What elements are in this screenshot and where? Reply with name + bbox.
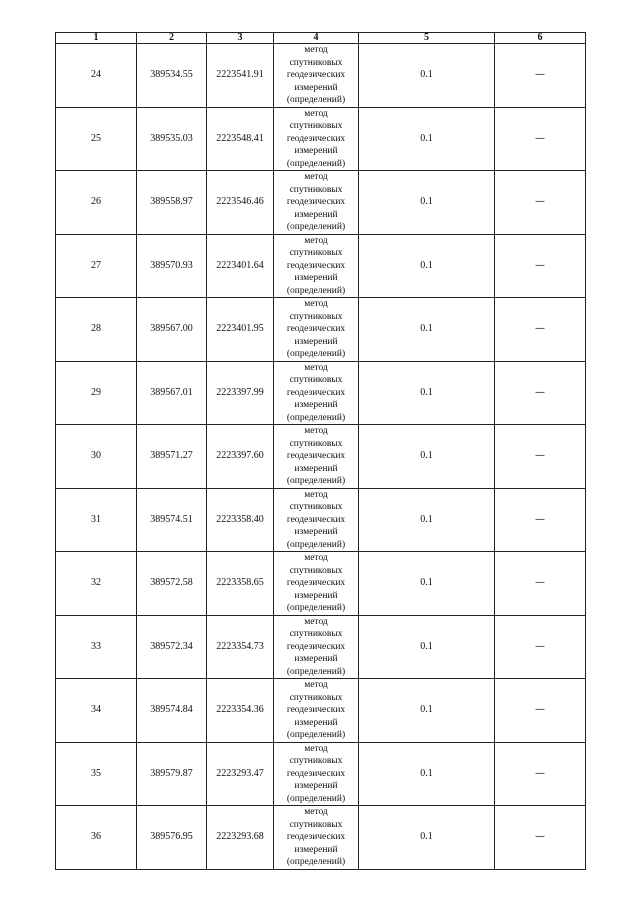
method-cell xyxy=(274,742,359,806)
method-cell xyxy=(274,679,359,743)
method-line: метод xyxy=(304,172,328,182)
method-line: измерений xyxy=(294,781,338,791)
precision-value: 0.1 xyxy=(359,425,495,489)
method-line: измерений xyxy=(294,273,338,283)
precision-value: 0.1 xyxy=(359,44,495,108)
method-line: спутниковых xyxy=(289,248,343,258)
coordinate-y: 2223358.40 xyxy=(207,488,274,552)
precision-value: 0.1 xyxy=(359,488,495,552)
point-number: 29 xyxy=(56,361,137,425)
method-line: геодезических xyxy=(286,324,346,334)
coordinate-x: 389558.97 xyxy=(137,171,207,235)
method-line: метод xyxy=(304,108,328,119)
coordinate-x: 389579.87 xyxy=(137,742,207,806)
point-number: 26 xyxy=(56,171,137,235)
precision-value: 0.1 xyxy=(359,234,495,298)
method-line: метод xyxy=(304,616,328,627)
method-line: измерений xyxy=(294,717,338,728)
method-line: измерений xyxy=(294,146,338,156)
header-row xyxy=(56,33,586,44)
coordinate-x: 389572.58 xyxy=(137,552,207,616)
coordinate-y: 2223358.65 xyxy=(207,552,274,616)
coordinate-x: 389574.51 xyxy=(137,488,207,552)
precision-value: 0.1 xyxy=(359,742,495,806)
coordinate-x: 389571.27 xyxy=(137,425,207,489)
method-line: геодезических xyxy=(286,641,346,652)
method-line: спутниковых xyxy=(289,57,343,68)
table-row xyxy=(56,298,586,362)
method-line: метод xyxy=(304,553,328,563)
method-line: (определений) xyxy=(286,666,346,677)
precision-value: 0.1 xyxy=(359,552,495,616)
method-line: (определений) xyxy=(286,793,346,804)
method-line: геодезических xyxy=(286,260,346,271)
note-dash: — xyxy=(495,488,586,552)
point-number: 27 xyxy=(56,234,137,298)
method-line: метод xyxy=(304,807,328,817)
point-number: 33 xyxy=(56,615,137,679)
method-line: метод xyxy=(304,235,328,246)
note-dash: — xyxy=(495,742,586,806)
coordinate-x: 389570.93 xyxy=(137,234,207,298)
table-row xyxy=(56,171,586,235)
header-col-4: 4 xyxy=(274,33,359,44)
precision-value: 0.1 xyxy=(359,361,495,425)
note-dash: — xyxy=(495,425,586,489)
coordinate-y: 2223293.47 xyxy=(207,742,274,806)
method-line: измерений xyxy=(294,527,338,537)
coordinate-y: 2223397.60 xyxy=(207,425,274,489)
precision-value: 0.1 xyxy=(359,679,495,743)
method-line: измерений xyxy=(294,400,338,410)
header-col-3: 3 xyxy=(207,33,274,44)
method-line: метод xyxy=(304,743,328,754)
method-line: спутниковых xyxy=(289,819,343,830)
coordinate-x: 389574.84 xyxy=(137,679,207,743)
method-cell xyxy=(274,488,359,552)
coordinate-y: 2223546.46 xyxy=(207,171,274,235)
method-line: измерений xyxy=(294,844,338,855)
method-line: геодезических xyxy=(286,832,346,842)
method-line: спутниковых xyxy=(289,184,343,195)
method-cell xyxy=(274,234,359,298)
method-cell xyxy=(274,425,359,489)
coordinate-y: 2223397.99 xyxy=(207,361,274,425)
method-cell xyxy=(274,298,359,362)
method-line: геодезических xyxy=(286,705,346,715)
precision-value: 0.1 xyxy=(359,298,495,362)
point-number: 36 xyxy=(56,806,137,870)
method-line: (определений) xyxy=(286,412,346,423)
note-dash: — xyxy=(495,234,586,298)
table-row xyxy=(56,679,586,743)
table-row xyxy=(56,806,586,870)
method-line: спутниковых xyxy=(289,629,343,639)
method-cell xyxy=(274,361,359,425)
method-line: (определений) xyxy=(286,158,346,169)
method-line: спутниковых xyxy=(289,565,343,576)
method-line: метод xyxy=(304,45,328,55)
table-row xyxy=(56,107,586,171)
method-line: геодезических xyxy=(286,514,346,525)
method-line: метод xyxy=(304,299,328,309)
coordinate-y: 2223401.64 xyxy=(207,234,274,298)
coordinate-x: 389572.34 xyxy=(137,615,207,679)
precision-value: 0.1 xyxy=(359,806,495,870)
point-number: 32 xyxy=(56,552,137,616)
note-dash: — xyxy=(495,552,586,616)
table-row xyxy=(56,488,586,552)
method-cell xyxy=(274,806,359,870)
note-dash: — xyxy=(495,361,586,425)
method-line: измерений xyxy=(294,654,338,664)
note-dash: — xyxy=(495,806,586,870)
method-line: метод xyxy=(304,362,328,373)
coordinate-x: 389535.03 xyxy=(137,107,207,171)
method-line: спутниковых xyxy=(289,121,343,131)
method-cell xyxy=(274,615,359,679)
method-line: (определений) xyxy=(286,476,346,486)
method-cell xyxy=(274,552,359,616)
coordinate-y: 2223354.36 xyxy=(207,679,274,743)
note-dash: — xyxy=(495,679,586,743)
table-row xyxy=(56,361,586,425)
header-col-1: 1 xyxy=(56,33,137,44)
method-line: измерений xyxy=(294,590,338,601)
method-line: спутниковых xyxy=(289,375,343,385)
table-body xyxy=(56,44,586,870)
method-line: спутниковых xyxy=(289,756,343,766)
point-number: 34 xyxy=(56,679,137,743)
method-line: измерений xyxy=(294,82,338,93)
coordinate-y: 2223541.91 xyxy=(207,44,274,108)
method-line: метод xyxy=(304,426,328,436)
precision-value: 0.1 xyxy=(359,615,495,679)
point-number: 25 xyxy=(56,107,137,171)
table-row xyxy=(56,234,586,298)
coordinate-y: 2223401.95 xyxy=(207,298,274,362)
method-line: спутниковых xyxy=(289,502,343,512)
coordinate-y: 2223293.68 xyxy=(207,806,274,870)
coordinate-y: 2223354.73 xyxy=(207,615,274,679)
point-number: 30 xyxy=(56,425,137,489)
note-dash: — xyxy=(495,44,586,108)
header-col-5: 5 xyxy=(359,33,495,44)
method-line: измерений xyxy=(294,209,338,220)
method-line: геодезических xyxy=(286,197,346,207)
method-line: спутниковых xyxy=(289,438,343,449)
point-number: 24 xyxy=(56,44,137,108)
method-cell xyxy=(274,171,359,235)
table-row xyxy=(56,615,586,679)
point-number: 28 xyxy=(56,298,137,362)
method-line: спутниковых xyxy=(289,692,343,703)
method-line: геодезических xyxy=(286,70,346,80)
method-line: (определений) xyxy=(286,222,346,232)
method-line: (определений) xyxy=(286,730,346,740)
coordinate-x: 389567.00 xyxy=(137,298,207,362)
method-line: геодезических xyxy=(286,768,346,779)
method-line: метод xyxy=(304,680,328,690)
table-row xyxy=(56,425,586,489)
note-dash: — xyxy=(495,107,586,171)
header-col-2: 2 xyxy=(137,33,207,44)
coordinates-table xyxy=(55,32,586,870)
precision-value: 0.1 xyxy=(359,171,495,235)
note-dash: — xyxy=(495,171,586,235)
method-line: (определений) xyxy=(286,285,346,296)
precision-value: 0.1 xyxy=(359,107,495,171)
header-col-6: 6 xyxy=(495,33,586,44)
table-row xyxy=(56,742,586,806)
table-row xyxy=(56,44,586,108)
method-line: (определений) xyxy=(286,539,346,550)
point-number: 35 xyxy=(56,742,137,806)
note-dash: — xyxy=(495,298,586,362)
note-dash: — xyxy=(495,615,586,679)
method-line: спутниковых xyxy=(289,311,343,322)
coordinate-x: 389576.95 xyxy=(137,806,207,870)
coordinate-y: 2223548.41 xyxy=(207,107,274,171)
method-line: измерений xyxy=(294,463,338,474)
coordinate-x: 389534.55 xyxy=(137,44,207,108)
method-line: (определений) xyxy=(286,95,346,105)
method-line: (определений) xyxy=(286,857,346,867)
coordinate-x: 389567.01 xyxy=(137,361,207,425)
method-line: измерений xyxy=(294,336,338,347)
method-line: (определений) xyxy=(286,349,346,359)
method-line: геодезических xyxy=(286,451,346,461)
method-cell xyxy=(274,107,359,171)
method-line: метод xyxy=(304,489,328,500)
method-line: (определений) xyxy=(286,603,346,613)
table-row xyxy=(56,552,586,616)
method-cell xyxy=(274,44,359,108)
method-line: геодезических xyxy=(286,133,346,144)
method-line: геодезических xyxy=(286,387,346,398)
method-line: геодезических xyxy=(286,578,346,588)
point-number: 31 xyxy=(56,488,137,552)
